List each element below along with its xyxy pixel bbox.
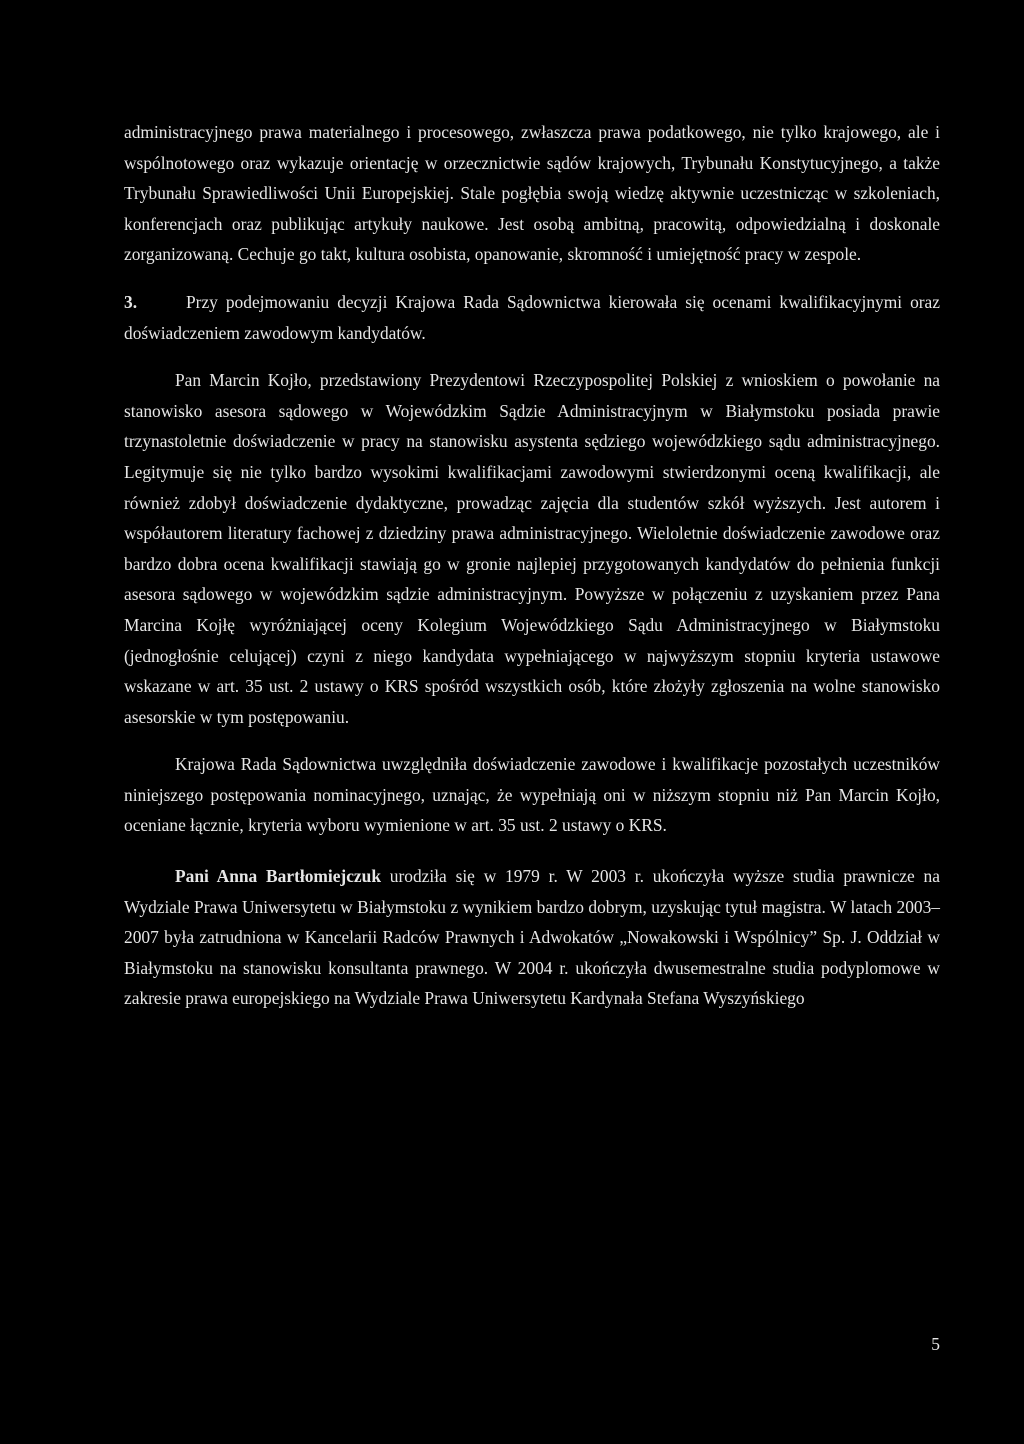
paragraph-other-participants: Krajowa Rada Sądownictwa uwzględniła doświadczenie zawodowe i kwalifikacje pozostałych uczestników niniejszego postępowania nominacyjnego, uznając, że wypełniają oni w niższym stopniu niż Pan Marcin Kojło, oceniane łącznie, kryteria wyboru wymienione w art. 35 ust. 2 ustawy o KRS. — [124, 754, 940, 836]
paragraph-candidate-kojlo: Pan Marcin Kojło, przedstawiony Prezydentowi Rzeczypospolitej Polskiej z wnioskiem o powołanie na stanowisko asesora sądowego w Wojewódzkim Sądzie Administracyjnym w Białymstoku posiada prawie trzynastoletnie doświadczenie w pracy na stanowisku asystenta sędziego wojewódzkiego sądu administracyjnego. Legitymuje się nie tylko bardzo wysokimi kwalifikacjami zawodowymi stwierdzonymi oceną kwalifikacji, ale również zdobył doświadczenie dydaktyczne, prowadząc zajęcia dla studentów szkół wyższych. Jest autorem i współautorem literatury fachowej z dziedziny prawa administracyjnego. Wieloletnie doświadczenie zawodowe oraz bardzo dobra ocena kwalifikacji stawiają go w gronie najlepiej przygotowanych kandydatów do pełnienia funkcji asesora sądowego w wojewódzkim sądzie administracyjnym. Powyższe w połączeniu z uzyskaniem przez Pana Marcina Kojłę wyróżniającej oceny Kolegium Wojewódzkiego Sądu Administracyjnego w Białymstoku (jednogłośnie celującej) czyni z niego kandydata wypełniającego w najwyższym stopniu kryteria ustawowe wskazane w art. 35 ust. 2 ustawy o KRS spośród wszystkich osób, które złożyły zgłoszenia na wolne stanowisko asesorskie w tym postępowaniu. — [124, 370, 940, 727]
candidate-bio-text: urodziła się w 1979 r. W 2003 r. ukończyła wyższe studia prawnicze na Wydziale Prawa Uniwersytetu w Białymstoku z wynikiem bardzo dobrym, uzyskując tytuł magistra. W latach 2003–2007 była zatrudniona w Kancelarii Radców Prawnych i Adwokatów „Nowakowski i Wspólnicy” Sp. J. Oddział w Białymstoku na stanowisku konsultanta prawnego. W 2004 r. ukończyła dwusemestralne studia podyplomowe w zakresie prawa europejskiego na Wydziale Prawa Uniwersytetu Kardynała Stefana Wyszyńskiego — [124, 866, 940, 1009]
paragraph-point-3 — [124, 287, 940, 348]
paragraph-qualifications: administracyjnego prawa materialnego i procesowego, zwłaszcza prawa podatkowego, nie tylko krajowego, ale i wspólnotowego oraz wykazuje orientację w orzecznictwie sądów krajowych, Trybunału Konstytucyjnego, a także Trybunału Sprawiedliwości Unii Europejskiej. Stale pogłębia swoją wiedzę aktywnie uczestnicząc w szkoleniach, konferencjach oraz publikując artykuły naukowe. Jest osobą ambitną, pracowitą, odpowiedzialną i doskonale zorganizowaną. Cechuje go takt, kultura osobista, opanowanie, skromność i umiejętność pracy w zespole. — [124, 122, 940, 265]
point-number: 3. — [124, 291, 138, 312]
document-page — [124, 117, 940, 1014]
point-3-text: Przy podejmowaniu decyzji Krajowa Rada Sądownictwa kierowała się ocenami kwalifikacyjnymi oraz doświadczeniem zawodowym kandydatów. — [124, 291, 940, 343]
paragraph-candidate-bartlomiejczuk — [124, 861, 940, 1014]
page-number: 5 — [931, 1334, 940, 1354]
candidate-name: Pani Anna Bartłomiejczuk — [175, 866, 381, 887]
